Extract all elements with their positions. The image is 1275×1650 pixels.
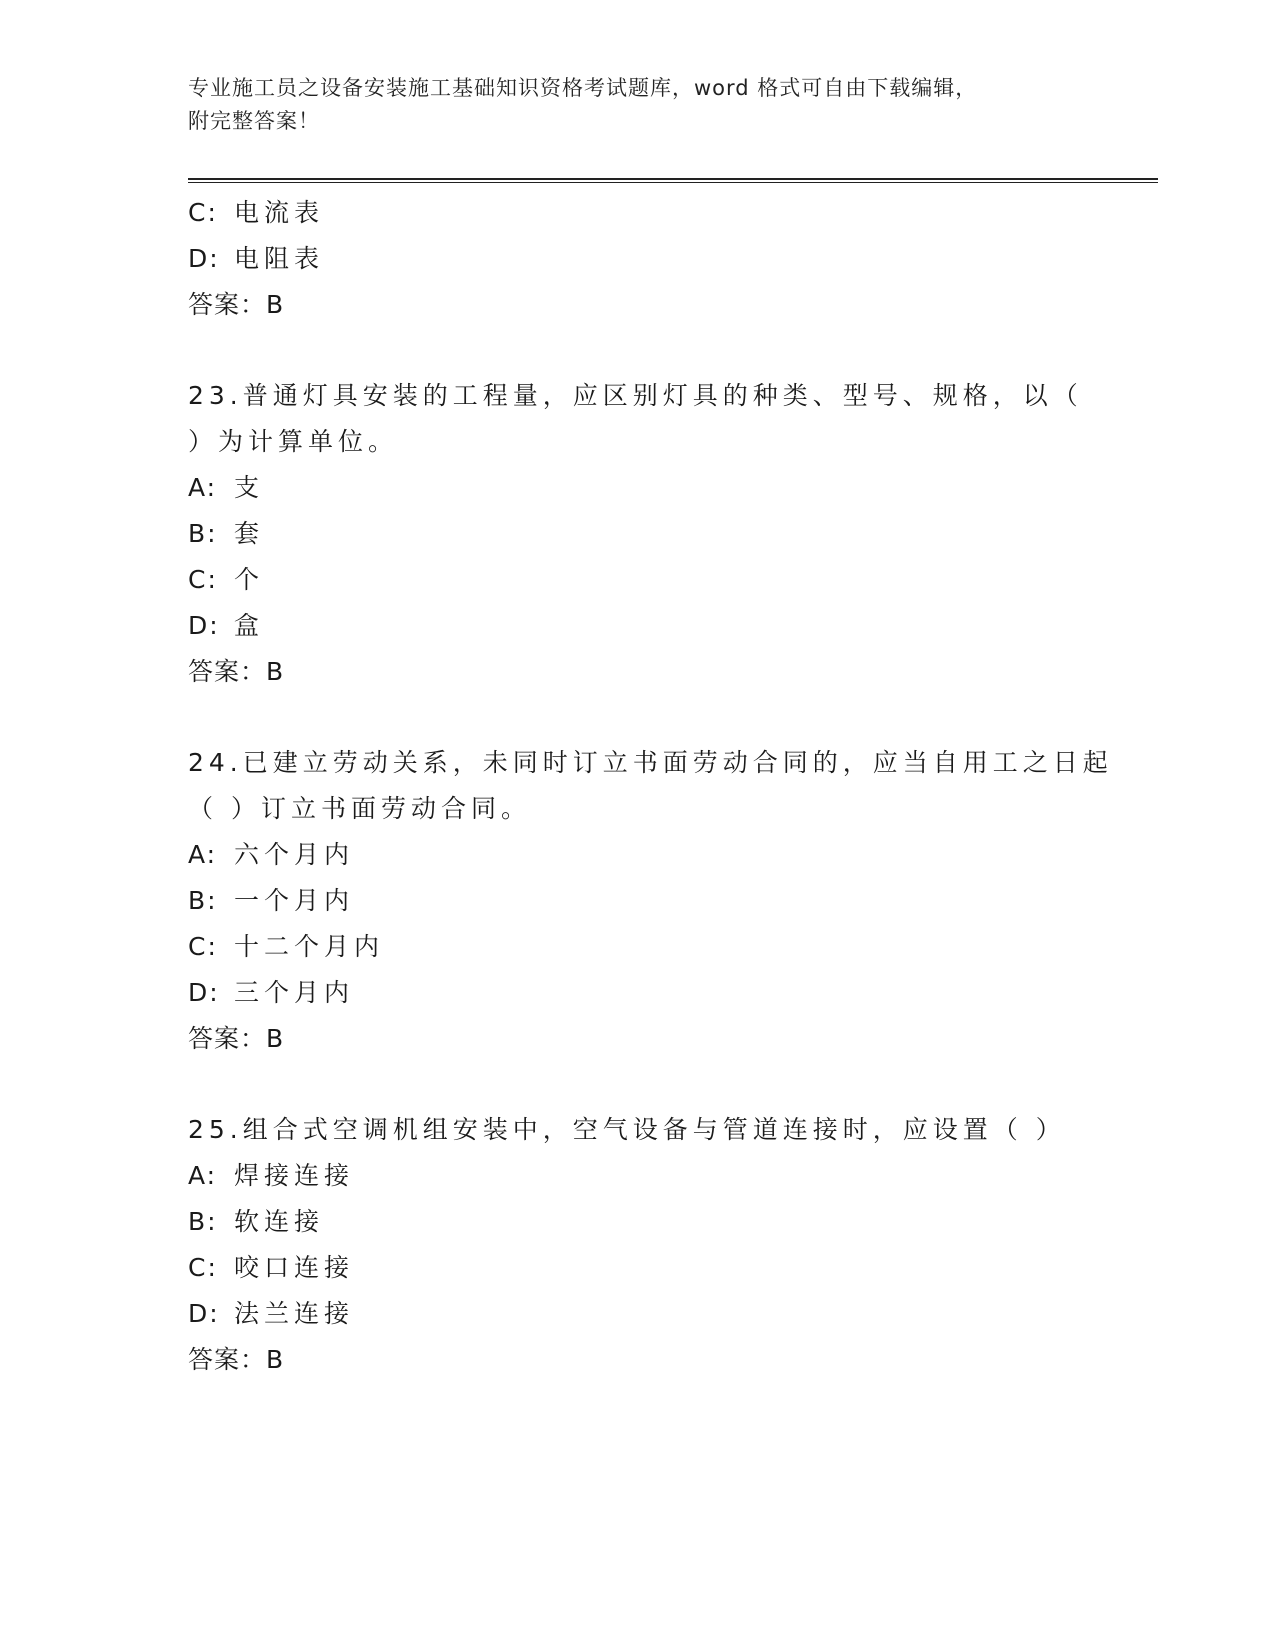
option-d: D: 电阻表 [188, 244, 325, 273]
question-stem: 23.普通灯具安装的工程量，应区别灯具的种类、型号、规格，以（ [188, 381, 1083, 410]
option-c: C: 十二个月内 [188, 932, 385, 961]
header-divider [188, 178, 1158, 183]
option-a: A: 六个月内 [188, 840, 355, 869]
question-23 [188, 373, 1148, 695]
answer-line: 答案：B [188, 290, 285, 319]
document-header [188, 72, 1088, 138]
option-c: C: 电流表 [188, 198, 325, 227]
answer-line: 答案：B [188, 657, 285, 686]
option-d: D: 三个月内 [188, 978, 355, 1007]
answer-line: 答案：B [188, 1024, 285, 1053]
option-b: B: 套 [188, 519, 265, 548]
question-stem: 25.组合式空调机组安装中，空气设备与管道连接时，应设置（ ） [188, 1115, 1066, 1144]
option-d: D: 盒 [188, 611, 265, 640]
option-a: A: 焊接连接 [188, 1161, 355, 1190]
spacer [188, 328, 1148, 373]
question-stem: 24.已建立劳动关系，未同时订立书面劳动合同的，应当自用工之日起 [188, 748, 1113, 777]
question-stem-continued: （ ）订立书面劳动合同。 [188, 794, 531, 823]
question-stem-continued: ）为计算单位。 [188, 427, 399, 456]
option-d: D: 法兰连接 [188, 1299, 355, 1328]
option-b: B: 一个月内 [188, 886, 355, 915]
option-b: B: 软连接 [188, 1207, 325, 1236]
spacer [188, 1062, 1148, 1107]
header-line-1: 专业施工员之设备安装施工基础知识资格考试题库，word 格式可自由下载编辑， [188, 76, 978, 100]
option-c: C: 个 [188, 565, 265, 594]
option-c: C: 咬口连接 [188, 1253, 355, 1282]
question-list [188, 190, 1148, 1383]
question-24 [188, 740, 1148, 1062]
answer-line: 答案：B [188, 1345, 285, 1374]
prev-question-continuation [188, 190, 1148, 328]
header-line-2: 附完整答案！ [188, 109, 320, 133]
spacer [188, 695, 1148, 740]
question-25 [188, 1107, 1148, 1383]
option-a: A: 支 [188, 473, 265, 502]
